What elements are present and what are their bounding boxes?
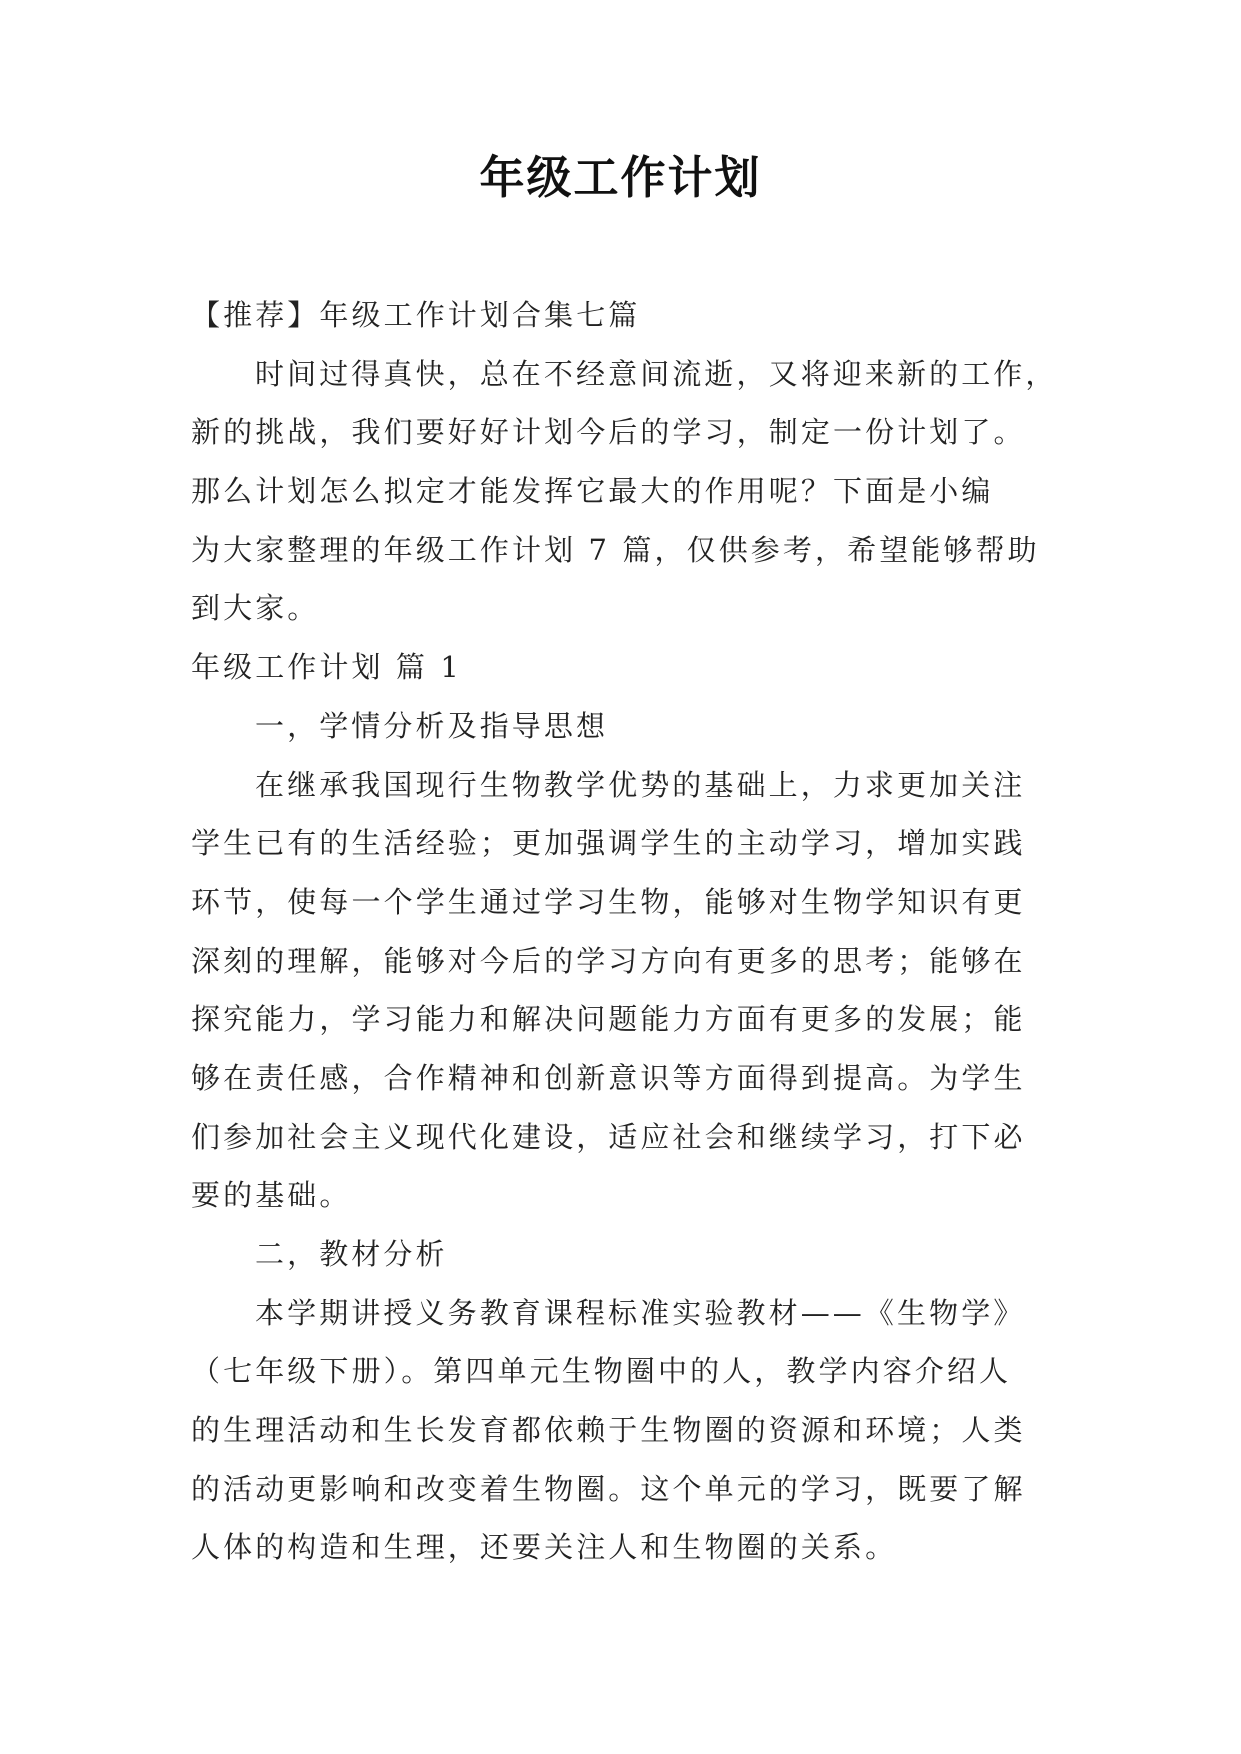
intro-paragraph-line: 时间过得真快，总在不经意间流逝，又将迎来新的工作， — [255, 356, 1058, 391]
paragraph-line: 的生理活动和生长发育都依赖于生物圈的资源和环境；人类 — [191, 1413, 1026, 1448]
document-title: 年级工作计划 — [479, 151, 762, 204]
paragraph-line: 们参加社会主义现代化建设，适应社会和继续学习，打下必 — [191, 1119, 1026, 1154]
paragraph-line: 本学期讲授义务教育课程标准实验教材——《生物学》 — [255, 1295, 1026, 1330]
paragraph-line: 在继承我国现行生物教学优势的基础上，力求更加关注 — [255, 767, 1026, 802]
intro-paragraph-line: 为大家整理的年级工作计划 7 篇，仅供参考，希望能够帮助 — [191, 532, 1040, 567]
document-body — [191, 286, 1058, 1577]
recommend-heading: 【推荐】年级工作计划合集七篇 — [191, 298, 641, 332]
paragraph-line: 深刻的理解，能够对今后的学习方向有更多的思考；能够在 — [191, 943, 1026, 978]
subsection-heading: 一，学情分析及指导思想 — [255, 708, 609, 743]
paragraph-line: 人体的构造和生理，还要关注人和生物圈的关系。 — [191, 1530, 898, 1565]
paragraph-line: 的活动更影响和改变着生物圈。这个单元的学习，既要了解 — [191, 1471, 1026, 1506]
paragraph-line: 学生已有的生活经验；更加强调学生的主动学习，增加实践 — [191, 826, 1026, 861]
subsection-heading: 二，教材分析 — [255, 1237, 448, 1271]
paragraph-line: 够在责任感，合作精神和创新意识等方面得到提高。为学生 — [191, 1060, 1026, 1095]
intro-paragraph-line: 新的挑战，我们要好好计划今后的学习，制定一份计划了。 — [191, 415, 1026, 450]
paragraph-line: 环节，使每一个学生通过学习生物，能够对生物学知识有更 — [191, 884, 1026, 919]
intro-paragraph-line: 到大家。 — [191, 591, 320, 626]
intro-paragraph-line: 那么计划怎么拟定才能发挥它最大的作用呢？下面是小编 — [191, 474, 994, 509]
paragraph-line: 探究能力，学习能力和解决问题能力方面有更多的发展；能 — [191, 1002, 1026, 1037]
paragraph-line: 要的基础。 — [191, 1178, 352, 1213]
section-heading: 年级工作计划 篇 1 — [191, 650, 462, 685]
paragraph-line: （七年级下册）。第四单元生物圈中的人，教学内容介绍人 — [191, 1354, 1012, 1389]
